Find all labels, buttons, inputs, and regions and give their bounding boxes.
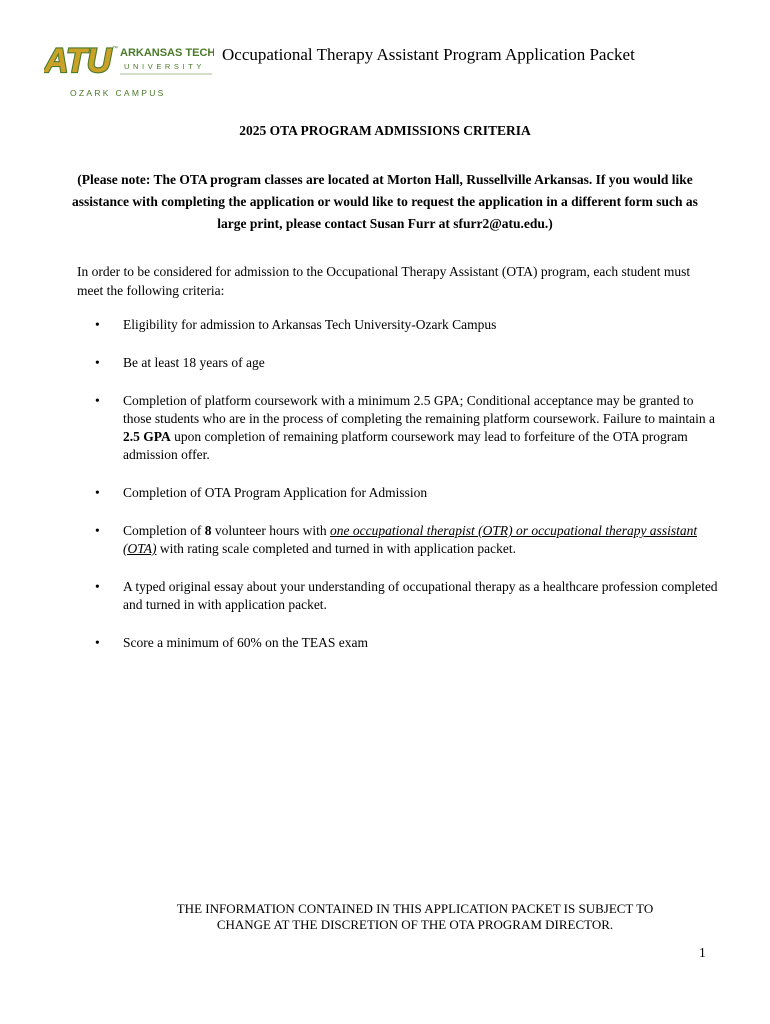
criteria-text: Eligibility for admission to Arkansas Tech University-Ozark Campus bbox=[123, 317, 497, 332]
criteria-item bbox=[95, 484, 725, 502]
gpa-emphasis: 2.5 GPA bbox=[123, 429, 171, 444]
disclaimer-line: THE INFORMATION CONTAINED IN THIS APPLICATION PACKET IS SUBJECT TO bbox=[176, 901, 654, 916]
atu-logo bbox=[44, 40, 214, 100]
criteria-text: A typed original essay about your understanding of occupational therapy as a healthcare profession completed and turned in with application packet. bbox=[123, 579, 718, 612]
criteria-text bbox=[123, 393, 715, 462]
bullet-icon: • bbox=[95, 355, 100, 370]
criteria-text: Completion of OTA Program Application for Admission bbox=[123, 485, 428, 500]
atu-logo-line1: ARKANSAS TECH bbox=[120, 47, 214, 59]
disclaimer-footer bbox=[0, 901, 770, 933]
criteria-text bbox=[123, 523, 697, 556]
criteria-item bbox=[95, 316, 725, 334]
bullet-icon: • bbox=[95, 579, 100, 594]
criteria-text-part: with rating scale completed and turned in with application packet. bbox=[156, 541, 517, 556]
atu-logo-line3: OZARK CAMPUS bbox=[70, 88, 166, 98]
criteria-item bbox=[95, 578, 725, 614]
atu-logo-letters: ATU bbox=[44, 42, 112, 80]
atu-logo-trademark: ™ bbox=[112, 46, 118, 52]
criteria-text: Score a minimum of 60% on the TEAS exam bbox=[123, 635, 368, 650]
criteria-item bbox=[95, 392, 725, 464]
criteria-heading: 2025 OTA PROGRAM ADMISSIONS CRITERIA bbox=[239, 123, 531, 138]
document-title: Occupational Therapy Assistant Program Application Packet bbox=[222, 45, 635, 64]
criteria-text-part: Completion of platform coursework with a minimum 2.5 GPA; Conditional acceptance may be granted to those students who are in the process of completing the remaining platform coursework. Failure to maintain a bbox=[123, 393, 715, 426]
criteria-item bbox=[95, 634, 725, 652]
criteria-text-part: upon completion of remaining platform coursework may lead to forfeiture of the OTA program admission offer. bbox=[123, 429, 688, 462]
page-number: 1 bbox=[699, 945, 706, 960]
criteria-text-part: Completion of bbox=[123, 523, 205, 538]
atu-logo-line2: UNIVERSITY bbox=[124, 62, 206, 71]
bullet-icon: • bbox=[95, 635, 100, 650]
atu-logo-graphic bbox=[44, 40, 214, 100]
bullet-icon: • bbox=[95, 393, 100, 408]
criteria-item bbox=[95, 522, 725, 558]
intro-paragraph: In order to be considered for admission to the Occupational Therapy Assistant (OTA) program, each student must meet the following criteria: bbox=[77, 264, 691, 298]
disclaimer-line: CHANGE AT THE DISCRETION OF THE OTA PROGRAM DIRECTOR. bbox=[216, 917, 614, 932]
supervisor-requirement: one occupational therapist (OTR) or occupational therapy assistant (OTA) bbox=[123, 523, 698, 556]
location-note: (Please note: The OTA program classes are located at Morton Hall, Russellville Arkansas. If you would like assistance with completing the application or would like to request the application in a different form such as large print, please contact Susan Furr at sfurr2@atu.edu.) bbox=[72, 172, 698, 231]
criteria-text-part: volunteer hours with bbox=[211, 523, 330, 538]
bullet-icon: • bbox=[95, 523, 100, 538]
hours-emphasis: 8 bbox=[204, 523, 212, 538]
criteria-item bbox=[95, 354, 725, 372]
criteria-text: Be at least 18 years of age bbox=[123, 355, 265, 370]
bullet-icon: • bbox=[95, 317, 100, 332]
criteria-list bbox=[95, 316, 725, 672]
bullet-icon: • bbox=[95, 485, 100, 500]
